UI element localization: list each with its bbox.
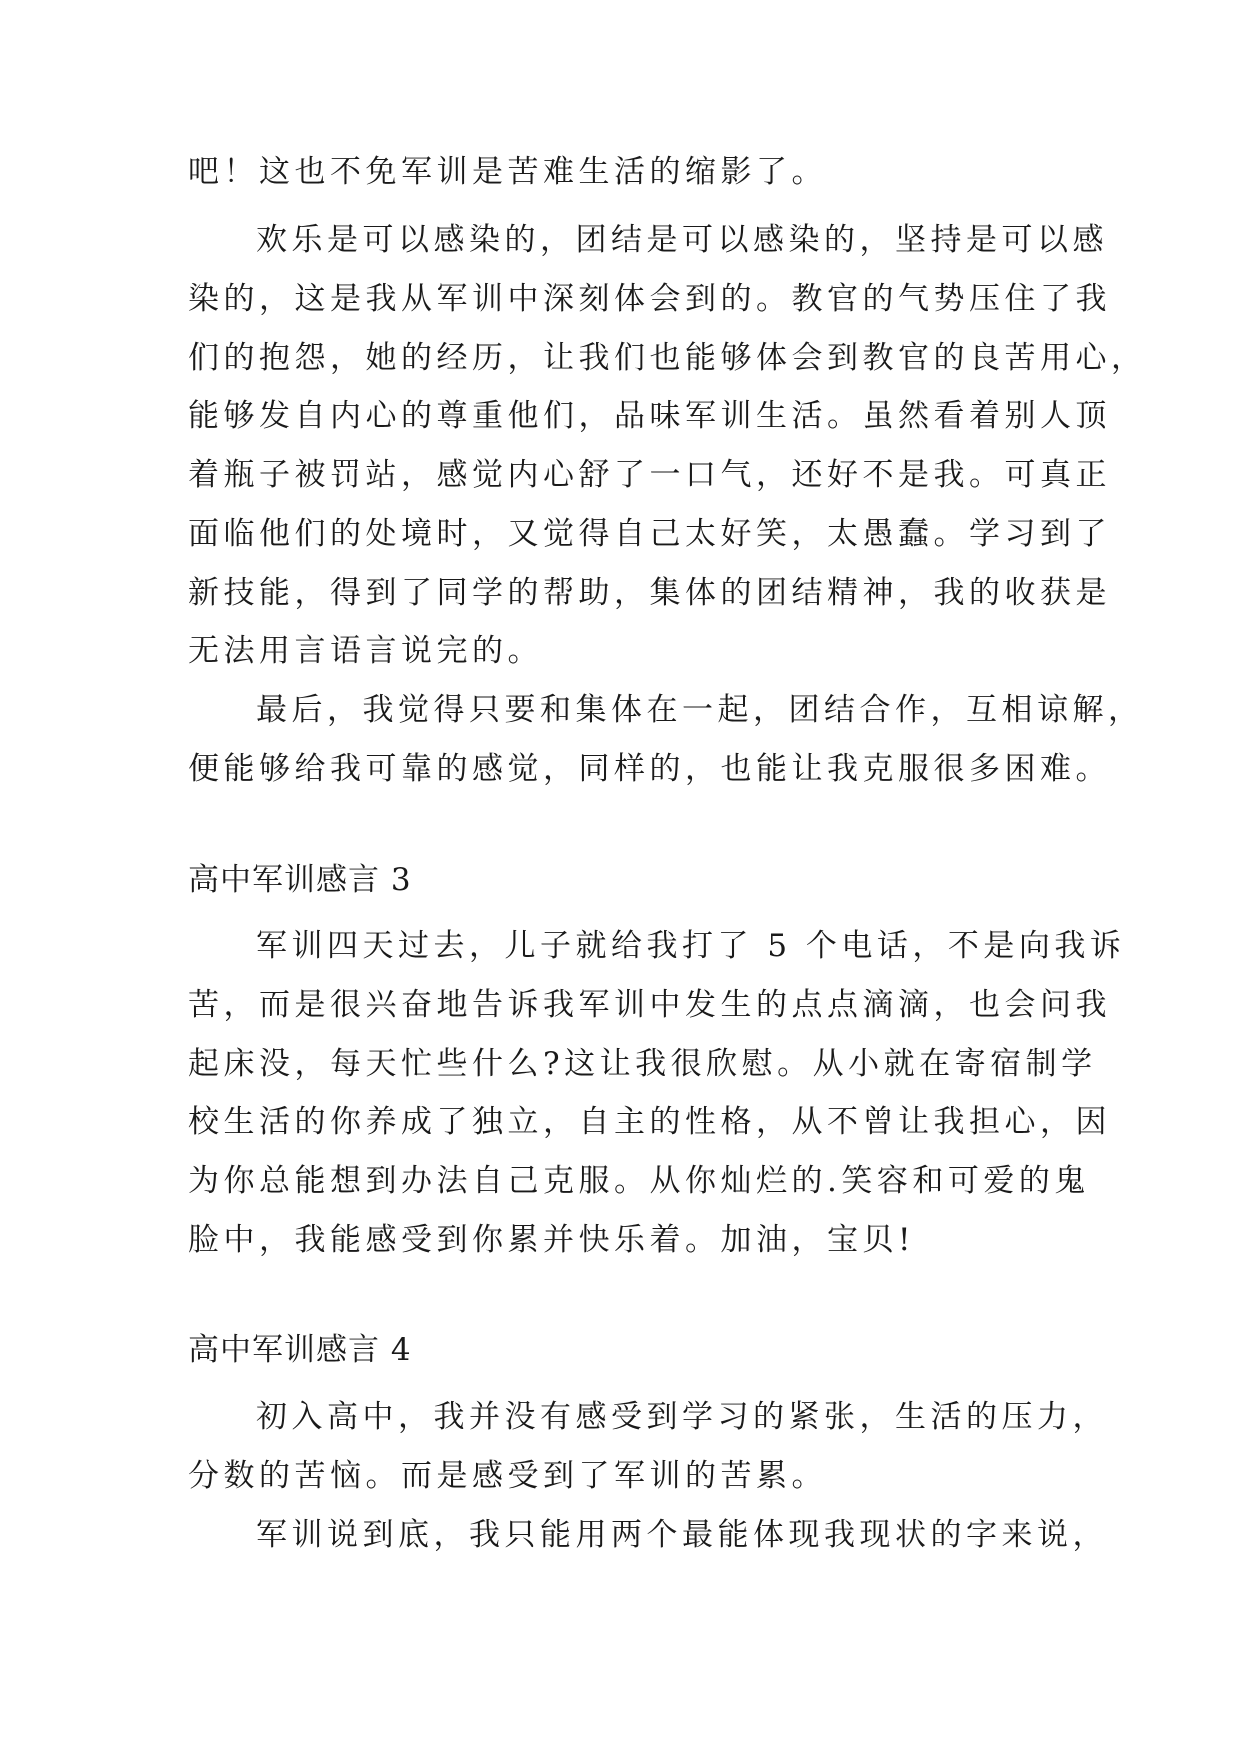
text-line: 脸中，我能感受到你累并快乐着。加油，宝贝! [188,1222,915,1258]
text-line: 校生活的你养成了独立，自主的性格，从不曾让我担心，因 [188,1104,1111,1140]
text-line: 苦，而是很兴奋地告诉我军训中发生的点点滴滴，也会问我 [188,987,1111,1023]
paragraph-start: 军训四天过去，儿子就给我打了 5 个电话，不是向我诉 [256,928,1126,964]
text-line: 便能够给我可靠的感觉，同样的，也能让我克服很多困难。 [188,751,1111,787]
section-heading: 高中军训感言 3 [188,862,412,898]
text-line: 分数的苦恼。而是感受到了军训的苦累。 [188,1458,827,1494]
paragraph-start: 最后，我觉得只要和集体在一起，团结合作，互相谅解， [256,692,1144,728]
paragraph-start: 欢乐是可以感染的，团结是可以感染的，坚持是可以感 [256,222,1108,258]
text-line: 吧！这也不免军训是苦难生活的缩影了。 [188,154,827,190]
paragraph-start: 军训说到底，我只能用两个最能体现我现状的字来说， [256,1517,1108,1553]
text-line: 无法用言语言说完的。 [188,633,543,669]
text-line: 们的抱怨，她的经历，让我们也能够体会到教官的良苦用心， [188,340,1147,376]
section-heading: 高中军训感言 4 [188,1332,412,1368]
paragraph-start: 初入高中，我并没有感受到学习的紧张，生活的压力， [256,1399,1108,1435]
text-line: 着瓶子被罚站，感觉内心舒了一口气，还好不是我。可真正 [188,457,1111,493]
text-line: 起床没，每天忙些什么?这让我很欣慰。从小就在寄宿制学 [188,1046,1097,1082]
text-line: 能够发自内心的尊重他们，品味军训生活。虽然看着别人顶 [188,398,1111,434]
text-line: 新技能，得到了同学的帮助，集体的团结精神，我的收获是 [188,575,1111,611]
text-line: 染的，这是我从军训中深刻体会到的。教官的气势压住了我 [188,281,1111,317]
text-line: 为你总能想到办法自己克服。从你灿烂的.笑容和可爱的鬼 [188,1163,1090,1199]
text-line: 面临他们的处境时，又觉得自己太好笑，太愚蠢。学习到了 [188,516,1111,552]
